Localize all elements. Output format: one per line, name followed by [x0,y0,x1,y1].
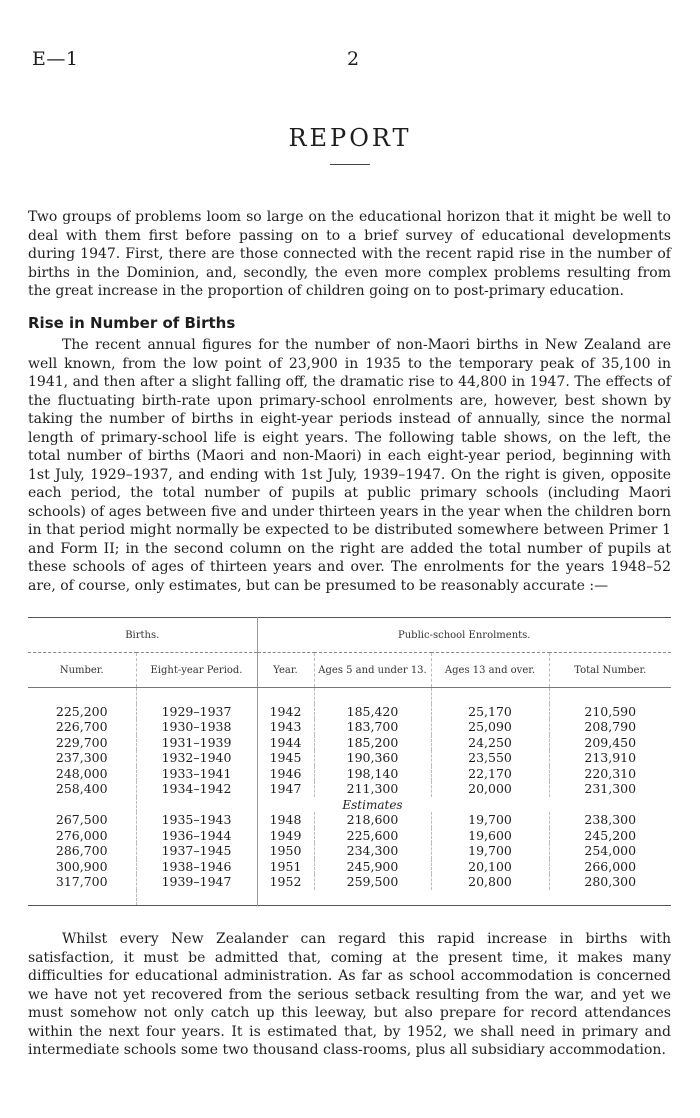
column-header: Ages 13 and over. [431,653,549,688]
table-cell: 1947 [257,781,314,797]
closing-paragraph: Whilst every New Zealander can regard this rapid increase in births with satisfaction, it must be admitted that, coming at the present time, it makes many difficulties for educational administration. As far as school accommodation is concerned we have not yet recovered from the serious setback resulting from the war, and yet we must somehow not only catch up this leeway, but also prepare for record attendances within the next four years. It is estimated that, by 1952, we shall need in primary and intermediate schools some two thousand class-rooms, plus all subsidiary accommodation. [28,931,671,1058]
table-cell: 24,250 [431,735,549,751]
table-row [28,859,671,875]
table-cell: 20,100 [431,859,549,875]
table-cell: 248,000 [55,765,108,781]
table-cell: 276,000 [55,827,108,843]
table-cell: 210,590 [549,704,671,720]
table-cell: 226,700 [55,719,108,735]
table-cell: 1939–1947 [136,874,257,890]
table-cell: 19,700 [431,843,549,859]
table-cell: 1948 [257,812,314,828]
births-enrolments-table [28,617,671,906]
table-cell: 238,300 [549,812,671,828]
column-header: Number. [28,653,136,688]
table-cell: 229,700 [55,734,108,750]
page-section-code: E—1 [32,48,79,70]
table-cell: 1932–1940 [136,750,257,766]
table-row [28,704,671,720]
table-cell: 185,420 [314,704,431,720]
table-cell: 231,300 [549,781,671,797]
estimates-label: Estimates [342,798,403,812]
table-cell: 218,600 [314,812,431,828]
table-cell: 1951 [257,859,314,875]
table-cell: 1946 [257,766,314,782]
table-cell: 19,700 [431,812,549,828]
page-number: 2 [347,48,360,70]
table-cell: 185,200 [314,735,431,751]
table-cell: 225,200 [55,703,108,719]
table-cell: 1949 [257,828,314,844]
table-cell: 190,360 [314,750,431,766]
table-cell: 1945 [257,750,314,766]
table-row [28,828,671,844]
table-row [28,735,671,751]
table-cell: 225,600 [314,828,431,844]
table-cell: 1931–1939 [136,735,257,751]
table-cell: 213,910 [549,750,671,766]
table-cell: 267,500 [55,812,108,828]
table-cell: 280,300 [549,874,671,890]
title-underline [330,164,370,165]
table-row [28,874,671,890]
table-cell: 1950 [257,843,314,859]
table-cell: 1944 [257,735,314,751]
table-cell: 1930–1938 [136,719,257,735]
table-cell: 198,140 [314,766,431,782]
table-cell: 254,000 [549,843,671,859]
table-cell: 286,700 [55,843,108,859]
table-cell: 211,300 [314,781,431,797]
table-cell: 245,200 [549,828,671,844]
table-cell: 245,900 [314,859,431,875]
table-row [28,719,671,735]
table-row [28,781,671,797]
table-cell: 234,300 [314,843,431,859]
table-cell: 258,400 [55,781,108,797]
table-cell: 1935–1943 [136,812,257,828]
table-cell: 1933–1941 [136,766,257,782]
table-cell: 22,170 [431,766,549,782]
table-cell: 183,700 [314,719,431,735]
table-row [28,812,671,828]
table-cell: 25,170 [431,704,549,720]
table-cell: 237,300 [55,750,108,766]
table-cell: 1938–1946 [136,859,257,875]
table-cell: 1943 [257,719,314,735]
table-row [28,843,671,859]
table-cell: 23,550 [431,750,549,766]
table-cell: 1937–1945 [136,843,257,859]
table-cell: 1942 [257,704,314,720]
births-paragraph: The recent annual figures for the number of non-Maori births in New Zealand are well known, from the low point of 23,900 in 1935 to the temporary peak of 35,100 in 1941, and then after a slight falling off, the dramatic rise to 44,800 in 1947. The effects of the fluctuating birth-rate upon primary-school enrolments are, however, best shown by taking the number of births in eight-year periods instead of annually, since the normal length of primary-school life is eight years. The following table shows, on the left, the total number of births (Maori and non-Maori) in each eight-year period, beginning with 1st July, 1929–1937, and ending with 1st July, 1939–1947. On the right is given, opposite each period, the total number of pupils at public primary schools (including Maori schools) of ages between five and under thirteen years in the year when the children born in that period might normally be expected to be distributed somewhere between Primer 1 and Form II; in the second column on the right are added the total number of pupils at these schools of ages of thirteen years and over. The enrolments for the years 1948–52 are, of course, only estimates, but can be presumed to be reasonably accurate :— [28,337,671,594]
table-cell: 300,900 [55,858,108,874]
table-row [28,766,671,782]
table-cell: 25,090 [431,719,549,735]
table-cell: 208,790 [549,719,671,735]
table-cell: 1952 [257,874,314,890]
page-title: REPORT [288,124,412,152]
column-header: Ages 5 and under 13. [314,653,431,688]
section-heading: Rise in Number of Births [28,314,236,332]
table-cell: 1936–1944 [136,828,257,844]
table-cell: 19,600 [431,828,549,844]
table-cell: 266,000 [549,859,671,875]
enrolments-group-header: Public-school Enrolments. [257,618,671,653]
table-cell: 220,310 [549,766,671,782]
intro-paragraph: Two groups of problems loom so large on the educational horizon that it might be well to deal with them first before passing on to a brief survey of educational developments during 1947. First, there are those connected with the recent rapid rise in the number of births in the Dominion, and, secondly, the even more complex problems resulting from the great increase in the proportion of children going on to post-primary education. [28,209,671,299]
table-cell: 259,500 [314,874,431,890]
table-cell: 317,700 [55,874,108,890]
table-cell: 209,450 [549,735,671,751]
table-cell: 1934–1942 [136,781,257,797]
table-cell: 1929–1937 [136,704,257,720]
table-cell: 20,800 [431,874,549,890]
column-header: Total Number. [549,653,671,688]
column-header: Year. [257,653,314,688]
table-cell: 20,000 [431,781,549,797]
table-row [28,750,671,766]
column-header: Eight-year Period. [136,653,257,688]
births-group-header: Births. [28,618,257,653]
